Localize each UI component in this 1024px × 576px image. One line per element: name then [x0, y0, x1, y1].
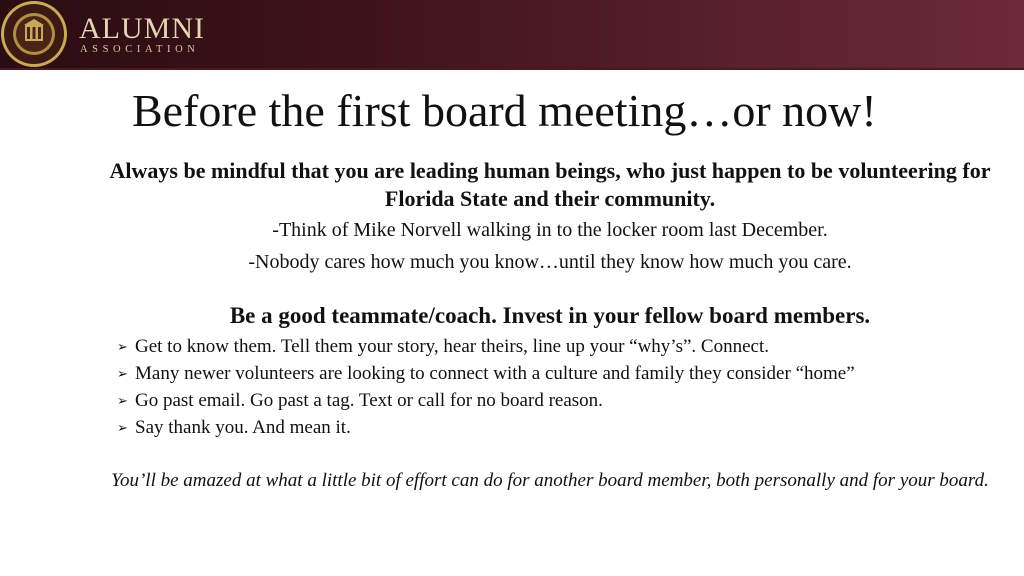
bullet-text: Go past email. Go past a tag. Text or call for no board reason.	[135, 390, 603, 411]
list-item	[117, 387, 855, 414]
bullet-text: Say thank you. And mean it.	[135, 417, 351, 438]
list-item	[117, 333, 855, 360]
list-item	[117, 414, 855, 441]
closing-statement: You’ll be amazed at what a little bit of effort can do for another board member, both personally and for your board.	[111, 470, 989, 491]
logo-subtitle: ASSOCIATION	[80, 44, 200, 55]
note-line-2: -Nobody cares how much you know…until they know how much you care.	[248, 251, 852, 273]
section-subheading: Be a good teammate/coach. Invest in your fellow board members.	[229, 303, 871, 328]
bullet-list	[117, 333, 855, 441]
logo-title: ALUMNI	[79, 12, 205, 45]
note-line-1: -Think of Mike Norvell walking in to the locker room last December.	[272, 219, 828, 241]
list-item	[117, 360, 855, 387]
slide-title: Before the first board meeting…or now!	[132, 85, 877, 136]
arrowhead-bullet-icon: ➢	[117, 340, 128, 355]
arrowhead-bullet-icon: ➢	[117, 421, 128, 436]
header-banner	[0, 0, 1024, 70]
arrowhead-bullet-icon: ➢	[117, 367, 128, 382]
bullet-text: Get to know them. Tell them your story, hear theirs, line up your “why’s”. Connect.	[135, 336, 769, 357]
arrowhead-bullet-icon: ➢	[117, 394, 128, 409]
fsu-seal-logo	[0, 0, 68, 68]
bullet-text: Many newer volunteers are looking to connect with a culture and family they consider “home”	[135, 363, 855, 384]
lead-statement: Always be mindful that you are leading human beings, who just happen to be volunteering for Florida State and their community.	[109, 158, 991, 211]
